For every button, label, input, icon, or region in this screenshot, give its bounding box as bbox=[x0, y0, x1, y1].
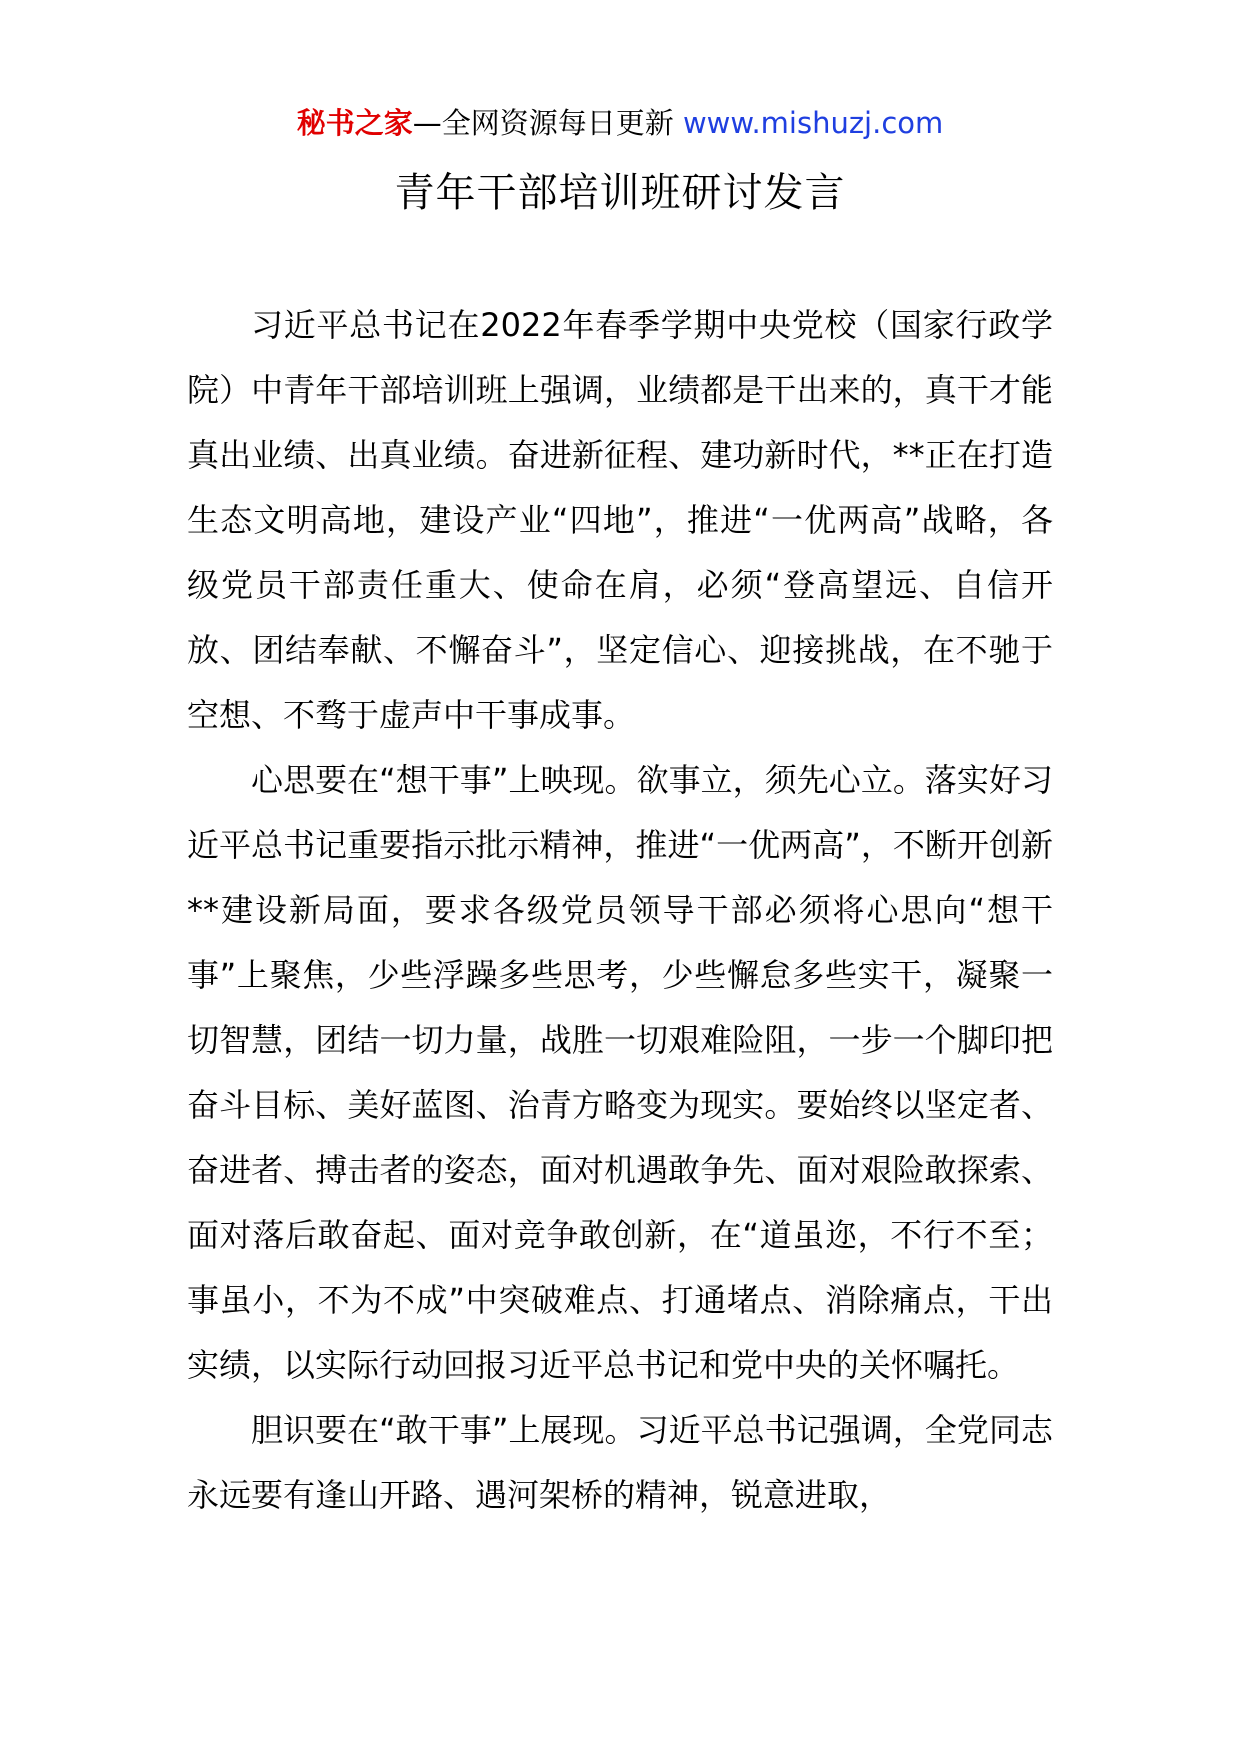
paragraph-courage: 胆识要在“敢干事”上展现。习近平总书记强调，全党同志永远要有逢山开路、遇河架桥的精神，锐意进取， bbox=[187, 1411, 1053, 1514]
site-brand: 秘书之家 bbox=[296, 106, 413, 140]
document-title: 青年干部培训班研讨发言 bbox=[394, 170, 846, 216]
paragraph-willing: 心思要在“想干事”上映现。欲事立，须先心立。落实好习近平总书记重要指示批示精神，推进“一优两高”，不断开创新**建设新局面，要求各级党员领导干部必须将心思向“想干事”上聚焦，少些浮躁多些思考，少些懈怠多些实干，凝聚一切智慧，团结一切力量，战胜一切艰难险阻，一步一个脚印把奋斗目标、美好蓝图、治青方略变为现实。要始终以坚定者、奋进者、搏击者的姿态，面对机遇敢争先、面对艰险敢探索、面对落后敢奋起、面对竞争敢创新，在“道虽迩，不行不至；事虽小，不为不成”中突破难点、打通堵点、消除痛点，干出实绩，以实际行动回报习近平总书记和党中央的关怀嘱托。 bbox=[187, 761, 1053, 1384]
site-url-link[interactable]: www.mishuzj.com bbox=[682, 106, 944, 140]
site-header bbox=[0, 103, 1240, 143]
site-tagline: —全网资源每日更新 bbox=[412, 106, 683, 140]
paragraph-intro: 习近平总书记在2022年春季学期中央党校（国家行政学院）中青年干部培训班上强调，业绩都是干出来的，真干才能真出业绩、出真业绩。奋进新征程、建功新时代，**正在打造生态文明高地，建设产业“四地”，推进“一优两高”战略，各级党员干部责任重大、使命在肩，必须“登高望远、自信开放、团结奉献、不懈奋斗”，坚定信心、迎接挑战，在不驰于空想、不骛于虚声中干事成事。 bbox=[187, 306, 1053, 734]
document-body bbox=[187, 293, 1053, 1528]
